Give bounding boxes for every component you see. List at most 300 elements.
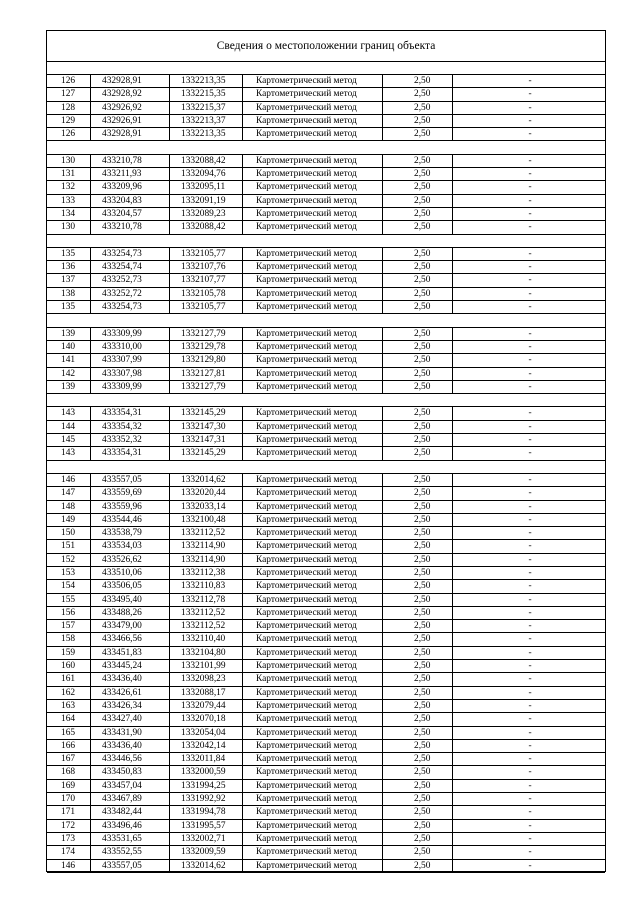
method-cell: Картометрический метод <box>242 793 382 805</box>
accuracy-cell: 2,50 <box>382 727 452 739</box>
point-number-cell: 132 <box>61 182 76 193</box>
y-coordinate-cell: 1332088,42 <box>169 155 242 167</box>
accuracy-cell: 2,50 <box>382 660 452 672</box>
y-coordinate-cell: 1332000,59 <box>169 766 242 778</box>
description-cell: - <box>452 288 607 300</box>
method-cell: Картометрический метод <box>242 647 382 659</box>
x-coordinate-cell: 433204,57 <box>90 208 169 220</box>
description-cell: - <box>452 820 607 832</box>
method-cell: Картометрический метод <box>242 341 382 353</box>
point-number-cell: 173 <box>61 833 76 844</box>
method-cell: Картометрический метод <box>242 660 382 672</box>
point-number-cell: 172 <box>61 820 76 831</box>
table-row <box>47 633 605 646</box>
group-separator-row <box>47 394 605 407</box>
table-row <box>47 793 605 806</box>
x-coordinate-cell: 433254,74 <box>90 261 169 273</box>
method-cell: Картометрический метод <box>242 514 382 526</box>
table-row <box>47 354 605 367</box>
x-coordinate-cell: 433557,05 <box>90 860 169 872</box>
x-coordinate-cell: 433436,40 <box>90 673 169 685</box>
point-number-cell: 130 <box>61 155 76 166</box>
method-cell: Картометрический метод <box>242 687 382 699</box>
y-coordinate-cell: 1332112,38 <box>169 567 242 579</box>
point-number-cell: 170 <box>61 794 76 805</box>
table-row <box>47 540 605 553</box>
point-number-cell: 156 <box>61 607 76 618</box>
y-coordinate-cell: 1331994,78 <box>169 806 242 818</box>
point-number-cell: 155 <box>61 594 76 605</box>
table-row <box>47 700 605 713</box>
table-row <box>47 487 605 500</box>
table-row <box>47 620 605 633</box>
x-coordinate-cell: 433451,83 <box>90 647 169 659</box>
y-coordinate-cell: 1332098,23 <box>169 673 242 685</box>
method-cell: Картометрический метод <box>242 860 382 872</box>
table-row <box>47 713 605 726</box>
point-number-cell: 168 <box>61 767 76 778</box>
table-row <box>47 221 605 234</box>
method-cell: Картометрический метод <box>242 594 382 606</box>
y-coordinate-cell: 1332145,29 <box>169 447 242 459</box>
point-number-cell: 136 <box>61 262 76 273</box>
accuracy-cell: 2,50 <box>382 248 452 260</box>
table-row <box>47 474 605 487</box>
accuracy-cell: 2,50 <box>382 208 452 220</box>
x-coordinate-cell: 433559,69 <box>90 487 169 499</box>
description-cell: - <box>452 633 607 645</box>
point-number-cell: 126 <box>61 129 76 140</box>
description-cell: - <box>452 727 607 739</box>
description-cell: - <box>452 540 607 552</box>
accuracy-cell: 2,50 <box>382 567 452 579</box>
description-cell: - <box>452 128 607 140</box>
method-cell: Картометрический метод <box>242 75 382 87</box>
table-row <box>47 274 605 287</box>
point-number-cell: 140 <box>61 341 76 352</box>
table-row <box>47 766 605 779</box>
x-coordinate-cell: 433210,78 <box>90 221 169 233</box>
method-cell: Картометрический метод <box>242 780 382 792</box>
description-cell: - <box>452 673 607 685</box>
point-number-cell: 147 <box>61 488 76 499</box>
x-coordinate-cell: 433496,46 <box>90 820 169 832</box>
method-cell: Картометрический метод <box>242 354 382 366</box>
x-coordinate-cell: 433307,99 <box>90 354 169 366</box>
y-coordinate-cell: 1332112,52 <box>169 607 242 619</box>
method-cell: Картометрический метод <box>242 115 382 127</box>
description-cell: - <box>452 806 607 818</box>
y-coordinate-cell: 1332127,79 <box>169 328 242 340</box>
x-coordinate-cell: 433354,32 <box>90 421 169 433</box>
accuracy-cell: 2,50 <box>382 647 452 659</box>
table-row <box>47 607 605 620</box>
accuracy-cell: 2,50 <box>382 780 452 792</box>
y-coordinate-cell: 1332107,77 <box>169 274 242 286</box>
table-row <box>47 434 605 447</box>
accuracy-cell: 2,50 <box>382 128 452 140</box>
accuracy-cell: 2,50 <box>382 274 452 286</box>
y-coordinate-cell: 1332129,78 <box>169 341 242 353</box>
method-cell: Картометрический метод <box>242 434 382 446</box>
x-coordinate-cell: 432928,91 <box>90 75 169 87</box>
accuracy-cell: 2,50 <box>382 687 452 699</box>
x-coordinate-cell: 433210,78 <box>90 155 169 167</box>
point-number-cell: 149 <box>61 514 76 525</box>
description-cell: - <box>452 514 607 526</box>
point-number-cell: 133 <box>61 195 76 206</box>
description-cell: - <box>452 594 607 606</box>
x-coordinate-cell: 433466,56 <box>90 633 169 645</box>
method-cell: Картометрический метод <box>242 447 382 459</box>
point-number-cell: 171 <box>61 807 76 818</box>
table-row <box>47 594 605 607</box>
x-coordinate-cell: 433307,98 <box>90 368 169 380</box>
point-number-cell: 151 <box>61 541 76 552</box>
x-coordinate-cell: 433538,79 <box>90 527 169 539</box>
description-cell: - <box>452 88 607 100</box>
point-number-cell: 126 <box>61 76 76 86</box>
point-number-cell: 167 <box>61 754 76 765</box>
point-number-cell: 146 <box>61 860 76 871</box>
method-cell: Картометрический метод <box>242 208 382 220</box>
method-cell: Картометрический метод <box>242 633 382 645</box>
description-cell: - <box>452 660 607 672</box>
table-row <box>47 381 605 394</box>
table-row <box>47 647 605 660</box>
y-coordinate-cell: 1332020,44 <box>169 487 242 499</box>
x-coordinate-cell: 433446,56 <box>90 753 169 765</box>
accuracy-cell: 2,50 <box>382 540 452 552</box>
point-number-cell: 146 <box>61 474 76 485</box>
x-coordinate-cell: 433506,05 <box>90 580 169 592</box>
method-cell: Картометрический метод <box>242 381 382 393</box>
description-cell: - <box>452 793 607 805</box>
point-number-cell: 134 <box>61 208 76 219</box>
accuracy-cell: 2,50 <box>382 713 452 725</box>
table-row <box>47 687 605 700</box>
x-coordinate-cell: 433426,34 <box>90 700 169 712</box>
point-number-cell: 163 <box>61 700 76 711</box>
description-cell: - <box>452 195 607 207</box>
description-cell: - <box>452 341 607 353</box>
x-coordinate-cell: 433354,31 <box>90 447 169 459</box>
accuracy-cell: 2,50 <box>382 846 452 858</box>
description-cell: - <box>452 368 607 380</box>
document-frame <box>46 30 606 872</box>
point-number-cell: 158 <box>61 634 76 645</box>
method-cell: Картометрический метод <box>242 753 382 765</box>
point-number-cell: 128 <box>61 102 76 113</box>
description-cell: - <box>452 274 607 286</box>
y-coordinate-cell: 1332127,81 <box>169 368 242 380</box>
table-row <box>47 806 605 819</box>
y-coordinate-cell: 1332094,76 <box>169 168 242 180</box>
table-row <box>47 673 605 686</box>
method-cell: Картометрический метод <box>242 766 382 778</box>
accuracy-cell: 2,50 <box>382 155 452 167</box>
table-row <box>47 727 605 740</box>
y-coordinate-cell: 1331994,25 <box>169 780 242 792</box>
method-cell: Картометрический метод <box>242 713 382 725</box>
accuracy-cell: 2,50 <box>382 501 452 513</box>
coordinates-table <box>47 75 605 873</box>
description-cell: - <box>452 647 607 659</box>
accuracy-cell: 2,50 <box>382 407 452 419</box>
table-row <box>47 740 605 753</box>
point-number-cell: 137 <box>61 275 76 286</box>
table-row <box>47 860 605 873</box>
description-cell: - <box>452 208 607 220</box>
description-cell: - <box>452 607 607 619</box>
description-cell: - <box>452 354 607 366</box>
x-coordinate-cell: 432926,92 <box>90 102 169 114</box>
group-separator-row <box>47 461 605 474</box>
description-cell: - <box>452 846 607 858</box>
y-coordinate-cell: 1332112,52 <box>169 527 242 539</box>
description-cell: - <box>452 474 607 486</box>
accuracy-cell: 2,50 <box>382 354 452 366</box>
y-coordinate-cell: 1332129,80 <box>169 354 242 366</box>
method-cell: Картометрический метод <box>242 727 382 739</box>
point-number-cell: 153 <box>61 567 76 578</box>
y-coordinate-cell: 1332145,29 <box>169 407 242 419</box>
x-coordinate-cell: 433559,96 <box>90 501 169 513</box>
x-coordinate-cell: 433544,46 <box>90 514 169 526</box>
point-number-cell: 139 <box>61 328 76 339</box>
description-cell: - <box>452 221 607 233</box>
table-row <box>47 155 605 168</box>
y-coordinate-cell: 1332213,37 <box>169 115 242 127</box>
accuracy-cell: 2,50 <box>382 288 452 300</box>
accuracy-cell: 2,50 <box>382 421 452 433</box>
description-cell: - <box>452 487 607 499</box>
accuracy-cell: 2,50 <box>382 328 452 340</box>
description-cell: - <box>452 780 607 792</box>
method-cell: Картометрический метод <box>242 301 382 313</box>
y-coordinate-cell: 1332127,79 <box>169 381 242 393</box>
table-row <box>47 846 605 859</box>
method-cell: Картометрический метод <box>242 740 382 752</box>
description-cell: - <box>452 740 607 752</box>
y-coordinate-cell: 1332079,44 <box>169 700 242 712</box>
method-cell: Картометрический метод <box>242 195 382 207</box>
table-row <box>47 328 605 341</box>
description-cell: - <box>452 567 607 579</box>
y-coordinate-cell: 1332147,30 <box>169 421 242 433</box>
table-row <box>47 833 605 846</box>
method-cell: Картометрический метод <box>242 474 382 486</box>
y-coordinate-cell: 1332091,19 <box>169 195 242 207</box>
method-cell: Картометрический метод <box>242 248 382 260</box>
description-cell: - <box>452 860 607 872</box>
description-cell: - <box>452 687 607 699</box>
x-coordinate-cell: 433495,40 <box>90 594 169 606</box>
description-cell: - <box>452 381 607 393</box>
table-row <box>47 527 605 540</box>
y-coordinate-cell: 1332107,76 <box>169 261 242 273</box>
group-separator-row <box>47 235 605 248</box>
method-cell: Картометрический метод <box>242 221 382 233</box>
y-coordinate-cell: 1332009,59 <box>169 846 242 858</box>
description-cell: - <box>452 833 607 845</box>
method-cell: Картометрический метод <box>242 128 382 140</box>
point-number-cell: 160 <box>61 661 76 672</box>
x-coordinate-cell: 433427,40 <box>90 713 169 725</box>
y-coordinate-cell: 1332104,80 <box>169 647 242 659</box>
method-cell: Картометрический метод <box>242 407 382 419</box>
point-number-cell: 141 <box>61 355 76 366</box>
accuracy-cell: 2,50 <box>382 806 452 818</box>
table-row <box>47 261 605 274</box>
x-coordinate-cell: 433211,93 <box>90 168 169 180</box>
method-cell: Картометрический метод <box>242 700 382 712</box>
x-coordinate-cell: 433309,99 <box>90 381 169 393</box>
y-coordinate-cell: 1331992,92 <box>169 793 242 805</box>
point-number-cell: 139 <box>61 381 76 392</box>
accuracy-cell: 2,50 <box>382 700 452 712</box>
accuracy-cell: 2,50 <box>382 594 452 606</box>
accuracy-cell: 2,50 <box>382 168 452 180</box>
table-row <box>47 288 605 301</box>
method-cell: Картометрический метод <box>242 833 382 845</box>
method-cell: Картометрический метод <box>242 607 382 619</box>
table-row <box>47 554 605 567</box>
accuracy-cell: 2,50 <box>382 753 452 765</box>
y-coordinate-cell: 1332112,78 <box>169 594 242 606</box>
accuracy-cell: 2,50 <box>382 221 452 233</box>
accuracy-cell: 2,50 <box>382 341 452 353</box>
y-coordinate-cell: 1332213,35 <box>169 128 242 140</box>
description-cell: - <box>452 115 607 127</box>
description-cell: - <box>452 75 607 87</box>
y-coordinate-cell: 1332088,42 <box>169 221 242 233</box>
method-cell: Картометрический метод <box>242 820 382 832</box>
method-cell: Картометрический метод <box>242 620 382 632</box>
table-row <box>47 368 605 381</box>
method-cell: Картометрический метод <box>242 806 382 818</box>
table-row <box>47 514 605 527</box>
x-coordinate-cell: 433531,65 <box>90 833 169 845</box>
method-cell: Картометрический метод <box>242 554 382 566</box>
header-spacer-row <box>47 62 605 75</box>
method-cell: Картометрический метод <box>242 155 382 167</box>
method-cell: Картометрический метод <box>242 421 382 433</box>
x-coordinate-cell: 433557,05 <box>90 474 169 486</box>
description-cell: - <box>452 261 607 273</box>
y-coordinate-cell: 1332147,31 <box>169 434 242 446</box>
table-row <box>47 168 605 181</box>
x-coordinate-cell: 433209,96 <box>90 181 169 193</box>
point-number-cell: 144 <box>61 421 76 432</box>
x-coordinate-cell: 433204,83 <box>90 195 169 207</box>
description-cell: - <box>452 421 607 433</box>
method-cell: Картометрический метод <box>242 102 382 114</box>
accuracy-cell: 2,50 <box>382 487 452 499</box>
point-number-cell: 148 <box>61 501 76 512</box>
accuracy-cell: 2,50 <box>382 554 452 566</box>
table-row <box>47 660 605 673</box>
y-coordinate-cell: 1331995,57 <box>169 820 242 832</box>
method-cell: Картометрический метод <box>242 673 382 685</box>
x-coordinate-cell: 433482,44 <box>90 806 169 818</box>
table-row <box>47 248 605 261</box>
accuracy-cell: 2,50 <box>382 447 452 459</box>
y-coordinate-cell: 1332110,40 <box>169 633 242 645</box>
point-number-cell: 130 <box>61 222 76 233</box>
table-row <box>47 501 605 514</box>
description-cell: - <box>452 700 607 712</box>
y-coordinate-cell: 1332110,83 <box>169 580 242 592</box>
point-number-cell: 135 <box>61 302 76 313</box>
accuracy-cell: 2,50 <box>382 102 452 114</box>
y-coordinate-cell: 1332215,35 <box>169 88 242 100</box>
table-title: Сведения о местоположении границ объекта <box>47 31 605 62</box>
accuracy-cell: 2,50 <box>382 607 452 619</box>
description-cell: - <box>452 753 607 765</box>
x-coordinate-cell: 432926,91 <box>90 115 169 127</box>
accuracy-cell: 2,50 <box>382 860 452 872</box>
table-row <box>47 115 605 128</box>
point-number-cell: 138 <box>61 288 76 299</box>
y-coordinate-cell: 1332112,52 <box>169 620 242 632</box>
y-coordinate-cell: 1332100,48 <box>169 514 242 526</box>
accuracy-cell: 2,50 <box>382 527 452 539</box>
y-coordinate-cell: 1332014,62 <box>169 474 242 486</box>
accuracy-cell: 2,50 <box>382 793 452 805</box>
y-coordinate-cell: 1332114,90 <box>169 540 242 552</box>
y-coordinate-cell: 1332088,17 <box>169 687 242 699</box>
table-row <box>47 407 605 420</box>
x-coordinate-cell: 433252,72 <box>90 288 169 300</box>
accuracy-cell: 2,50 <box>382 181 452 193</box>
group-separator-row <box>47 314 605 327</box>
table-row <box>47 181 605 194</box>
y-coordinate-cell: 1332033,14 <box>169 501 242 513</box>
table-row <box>47 421 605 434</box>
method-cell: Картометрический метод <box>242 88 382 100</box>
x-coordinate-cell: 432928,91 <box>90 128 169 140</box>
description-cell: - <box>452 248 607 260</box>
method-cell: Картометрический метод <box>242 501 382 513</box>
point-number-cell: 162 <box>61 687 76 698</box>
x-coordinate-cell: 433457,04 <box>90 780 169 792</box>
description-cell: - <box>452 102 607 114</box>
description-cell: - <box>452 580 607 592</box>
y-coordinate-cell: 1332105,78 <box>169 288 242 300</box>
table-row <box>47 195 605 208</box>
point-number-cell: 164 <box>61 714 76 725</box>
accuracy-cell: 2,50 <box>382 434 452 446</box>
point-number-cell: 157 <box>61 621 76 632</box>
x-coordinate-cell: 433252,73 <box>90 274 169 286</box>
method-cell: Картометрический метод <box>242 261 382 273</box>
y-coordinate-cell: 1332213,35 <box>169 75 242 87</box>
method-cell: Картометрический метод <box>242 181 382 193</box>
point-number-cell: 131 <box>61 169 76 180</box>
x-coordinate-cell: 433510,06 <box>90 567 169 579</box>
accuracy-cell: 2,50 <box>382 633 452 645</box>
point-number-cell: 150 <box>61 528 76 539</box>
point-number-cell: 166 <box>61 740 76 751</box>
accuracy-cell: 2,50 <box>382 620 452 632</box>
accuracy-cell: 2,50 <box>382 673 452 685</box>
method-cell: Картометрический метод <box>242 288 382 300</box>
method-cell: Картометрический метод <box>242 846 382 858</box>
description-cell: - <box>452 407 607 419</box>
point-number-cell: 152 <box>61 554 76 565</box>
x-coordinate-cell: 433352,32 <box>90 434 169 446</box>
